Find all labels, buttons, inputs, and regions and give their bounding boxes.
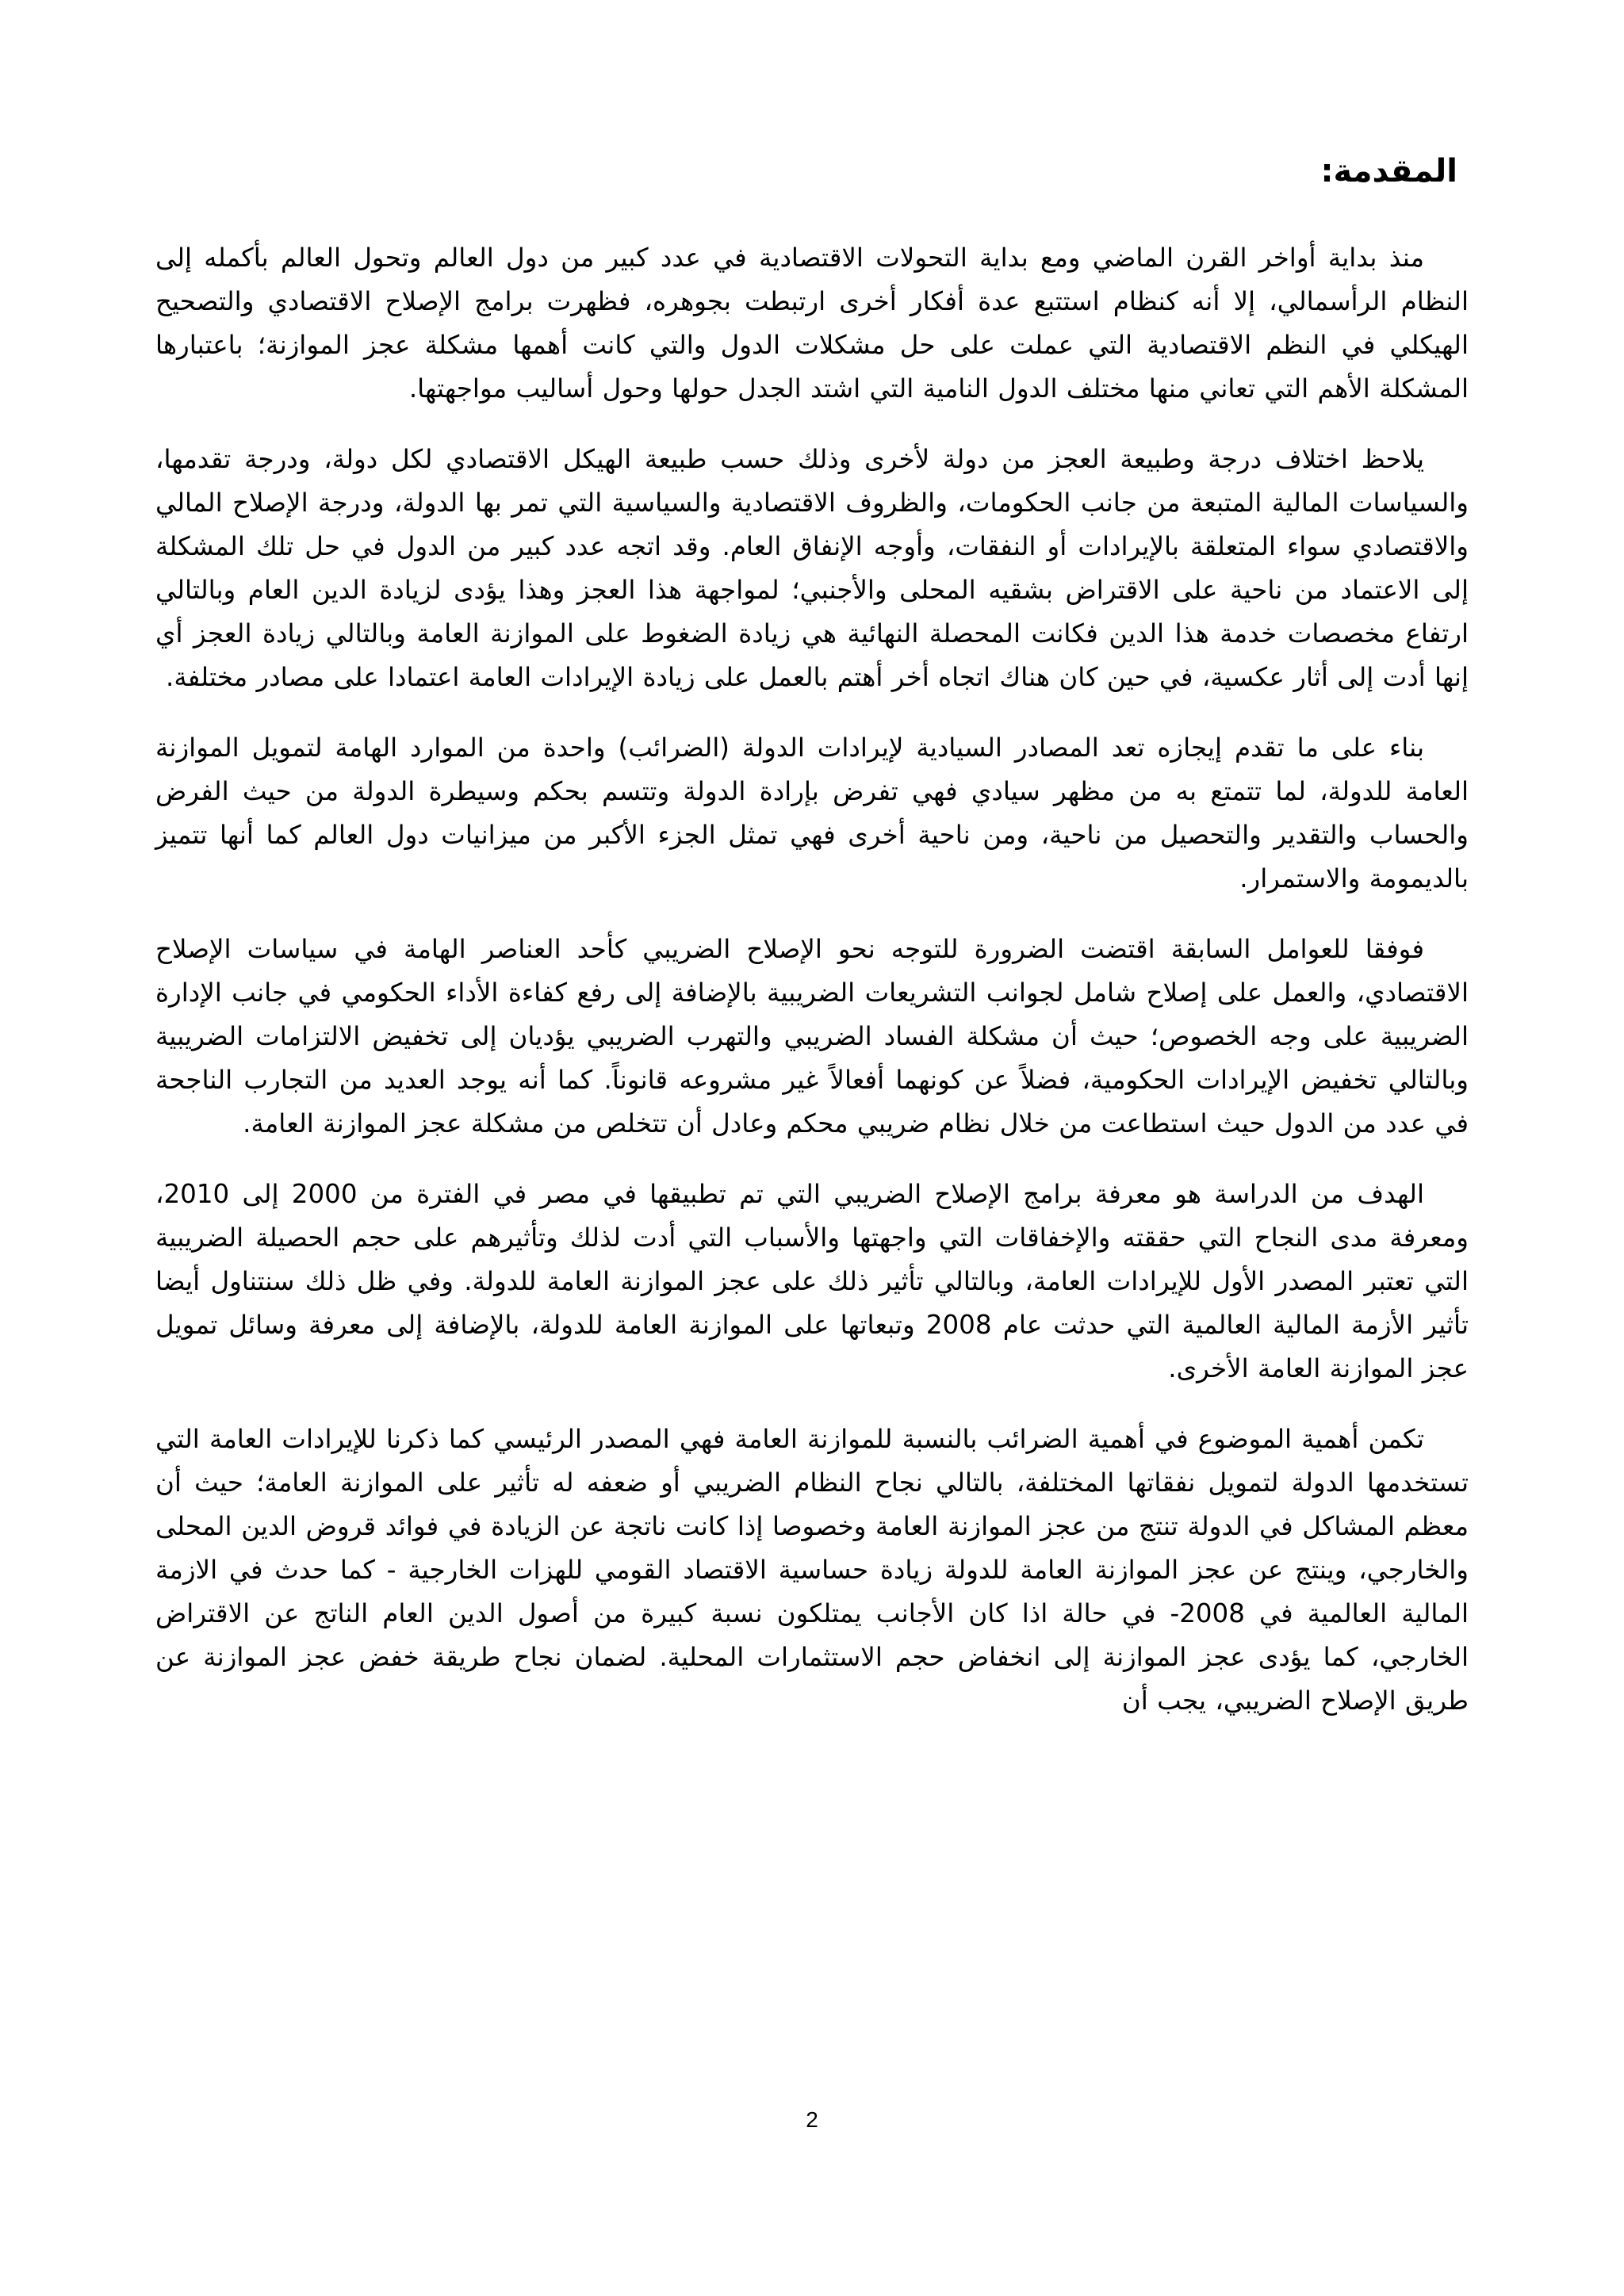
paragraph-6: تكمن أهمية الموضوع في أهمية الضرائب بالنسبة للموازنة العامة فهي المصدر الرئيسي كما ذكرنا للإيرادات العامة التي تستخدمها الدولة لتمويل نفقاتها المختلفة، بالتالي نجاح النظام الضريبي أو ضعفه له تأثير على الموازنة العامة؛ حيث أن معظم المشاكل في الدولة تنتج من عجز الموازنة العامة وخصوصا إذا كانت ناتجة عن الزيادة في فوائد قروض الدين المحلى والخارجي، وينتج عن عجز الموازنة العامة للدولة زيادة حساسية الاقتصاد القومي للهزات الخارجية - كما حدث في الازمة المالية العالمية في 2008- في حالة اذا كان الأجانب يمتلكون نسبة كبيرة من أصول الدين العام الناتج عن الاقتراض الخارجي، كما يؤدى عجز الموازنة إلى انخفاض حجم الاستثمارات المحلية. لضمان نجاح طريقة خفض عجز الموازنة عن طريق الإصلاح الضريبي، يجب أن [155, 1424, 1469, 1716]
paragraph-5: الهدف من الدراسة هو معرفة برامج الإصلاح الضريبي التي تم تطبيقها في مصر في الفترة من 2000 إلى 2010، ومعرفة مدى النجاح التي حققته والإخفاقات التي واجهتها والأسباب التي أدت لذلك وتأثيرهم على حجم الحصيلة الضريبية التي تعتبر المصدر الأول للإيرادات العامة، وبالتالي تأثير ذلك على عجز الموازنة العامة للدولة. وفي ظل ذلك سنتناول أيضا تأثير الأزمة المالية العالمية التي حدثت عام 2008 وتبعاتها على الموازنة العامة للدولة، بالإضافة إلى معرفة وسائل تمويل عجز الموازنة العامة الأخرى. [155, 1179, 1469, 1383]
paragraph-4: فوفقا للعوامل السابقة اقتضت الضرورة للتوجه نحو الإصلاح الضريبي كأحد العناصر الهامة في سياسات الإصلاح الاقتصادي، والعمل على إصلاح شامل لجوانب التشريعات الضريبية بالإضافة إلى رفع كفاءة الأداء الحكومي في جانب الإدارة الضريبية على وجه الخصوص؛ حيث أن مشكلة الفساد الضريبي والتهرب الضريبي يؤديان إلى تخفيض الالتزامات الضريبية وبالتالي تخفيض الإيرادات الحكومية، فضلاً عن كونهما أفعالاً غير مشروعه قانوناً. كما أنه يوجد العديد من التجارب الناجحة في عدد من الدول حيث استطاعت من خلال نظام ضريبي محكم وعادل أن تتخلص من مشكلة عجز الموازنة العامة. [155, 934, 1469, 1138]
body-text [155, 236, 1469, 1750]
section-heading: المقدمة: [1320, 153, 1457, 189]
paragraph-3: بناء على ما تقدم إيجازه تعد المصادر السيادية لإيرادات الدولة (الضرائب) واحدة من الموارد الهامة لتمويل الموازنة العامة للدولة، لما تتمتع به من مظهر سيادي فهي تفرض بإرادة الدولة وتتسم بحكم وسيطرة الدولة من حيث الفرض والحساب والتقدير والتحصيل من ناحية، ومن ناحية أخرى فهي تمثل الجزء الأكبر من ميزانيات دول العالم كما أنها تتميز بالديمومة والاستمرار. [155, 733, 1469, 894]
paragraph-2: يلاحظ اختلاف درجة وطبيعة العجز من دولة لأخرى وذلك حسب طبيعة الهيكل الاقتصادي لكل دولة، ودرجة تقدمها، والسياسات المالية المتبعة من جانب الحكومات، والظروف الاقتصادية والسياسية التي تمر بها الدولة، ودرجة الإصلاح المالي والاقتصادي سواء المتعلقة بالإيرادات أو النفقات، وأوجه الإنفاق العام. وقد اتجه عدد كبير من الدول في حل تلك المشكلة إلى الاعتماد من ناحية على الاقتراض بشقيه المحلى والأجنبي؛ لمواجهة هذا العجز وهذا يؤدى لزيادة الدين العام وبالتالي ارتفاع مخصصات خدمة هذا الدين فكانت المحصلة النهائية هي زيادة الضغوط على الموازنة العامة وبالتالي زيادة العجز أي إنها أدت إلى أثار عكسية، في حين كان هناك اتجاه أخر أهتم بالعمل على زيادة الإيرادات العامة اعتمادا على مصادر مختلفة. [155, 444, 1469, 692]
page-number: 2 [806, 2107, 818, 2132]
paragraph-1: منذ بداية أواخر القرن الماضي ومع بداية التحولات الاقتصادية في عدد كبير من دول العالم وتحول العالم بأكمله إلى النظام الرأسمالي، إلا أنه كنظام استتبع عدة أفكار أخرى ارتبطت بجوهره، فظهرت برامج الإصلاح الاقتصادي والتصحيح الهيكلي في النظم الاقتصادية التي عملت على حل مشكلات الدول والتي كانت أهمها مشكلة عجز الموازنة؛ باعتبارها المشكلة الأهم التي تعاني منها مختلف الدول النامية التي اشتد الجدل حولها وحول أساليب مواجهتها. [155, 243, 1469, 404]
